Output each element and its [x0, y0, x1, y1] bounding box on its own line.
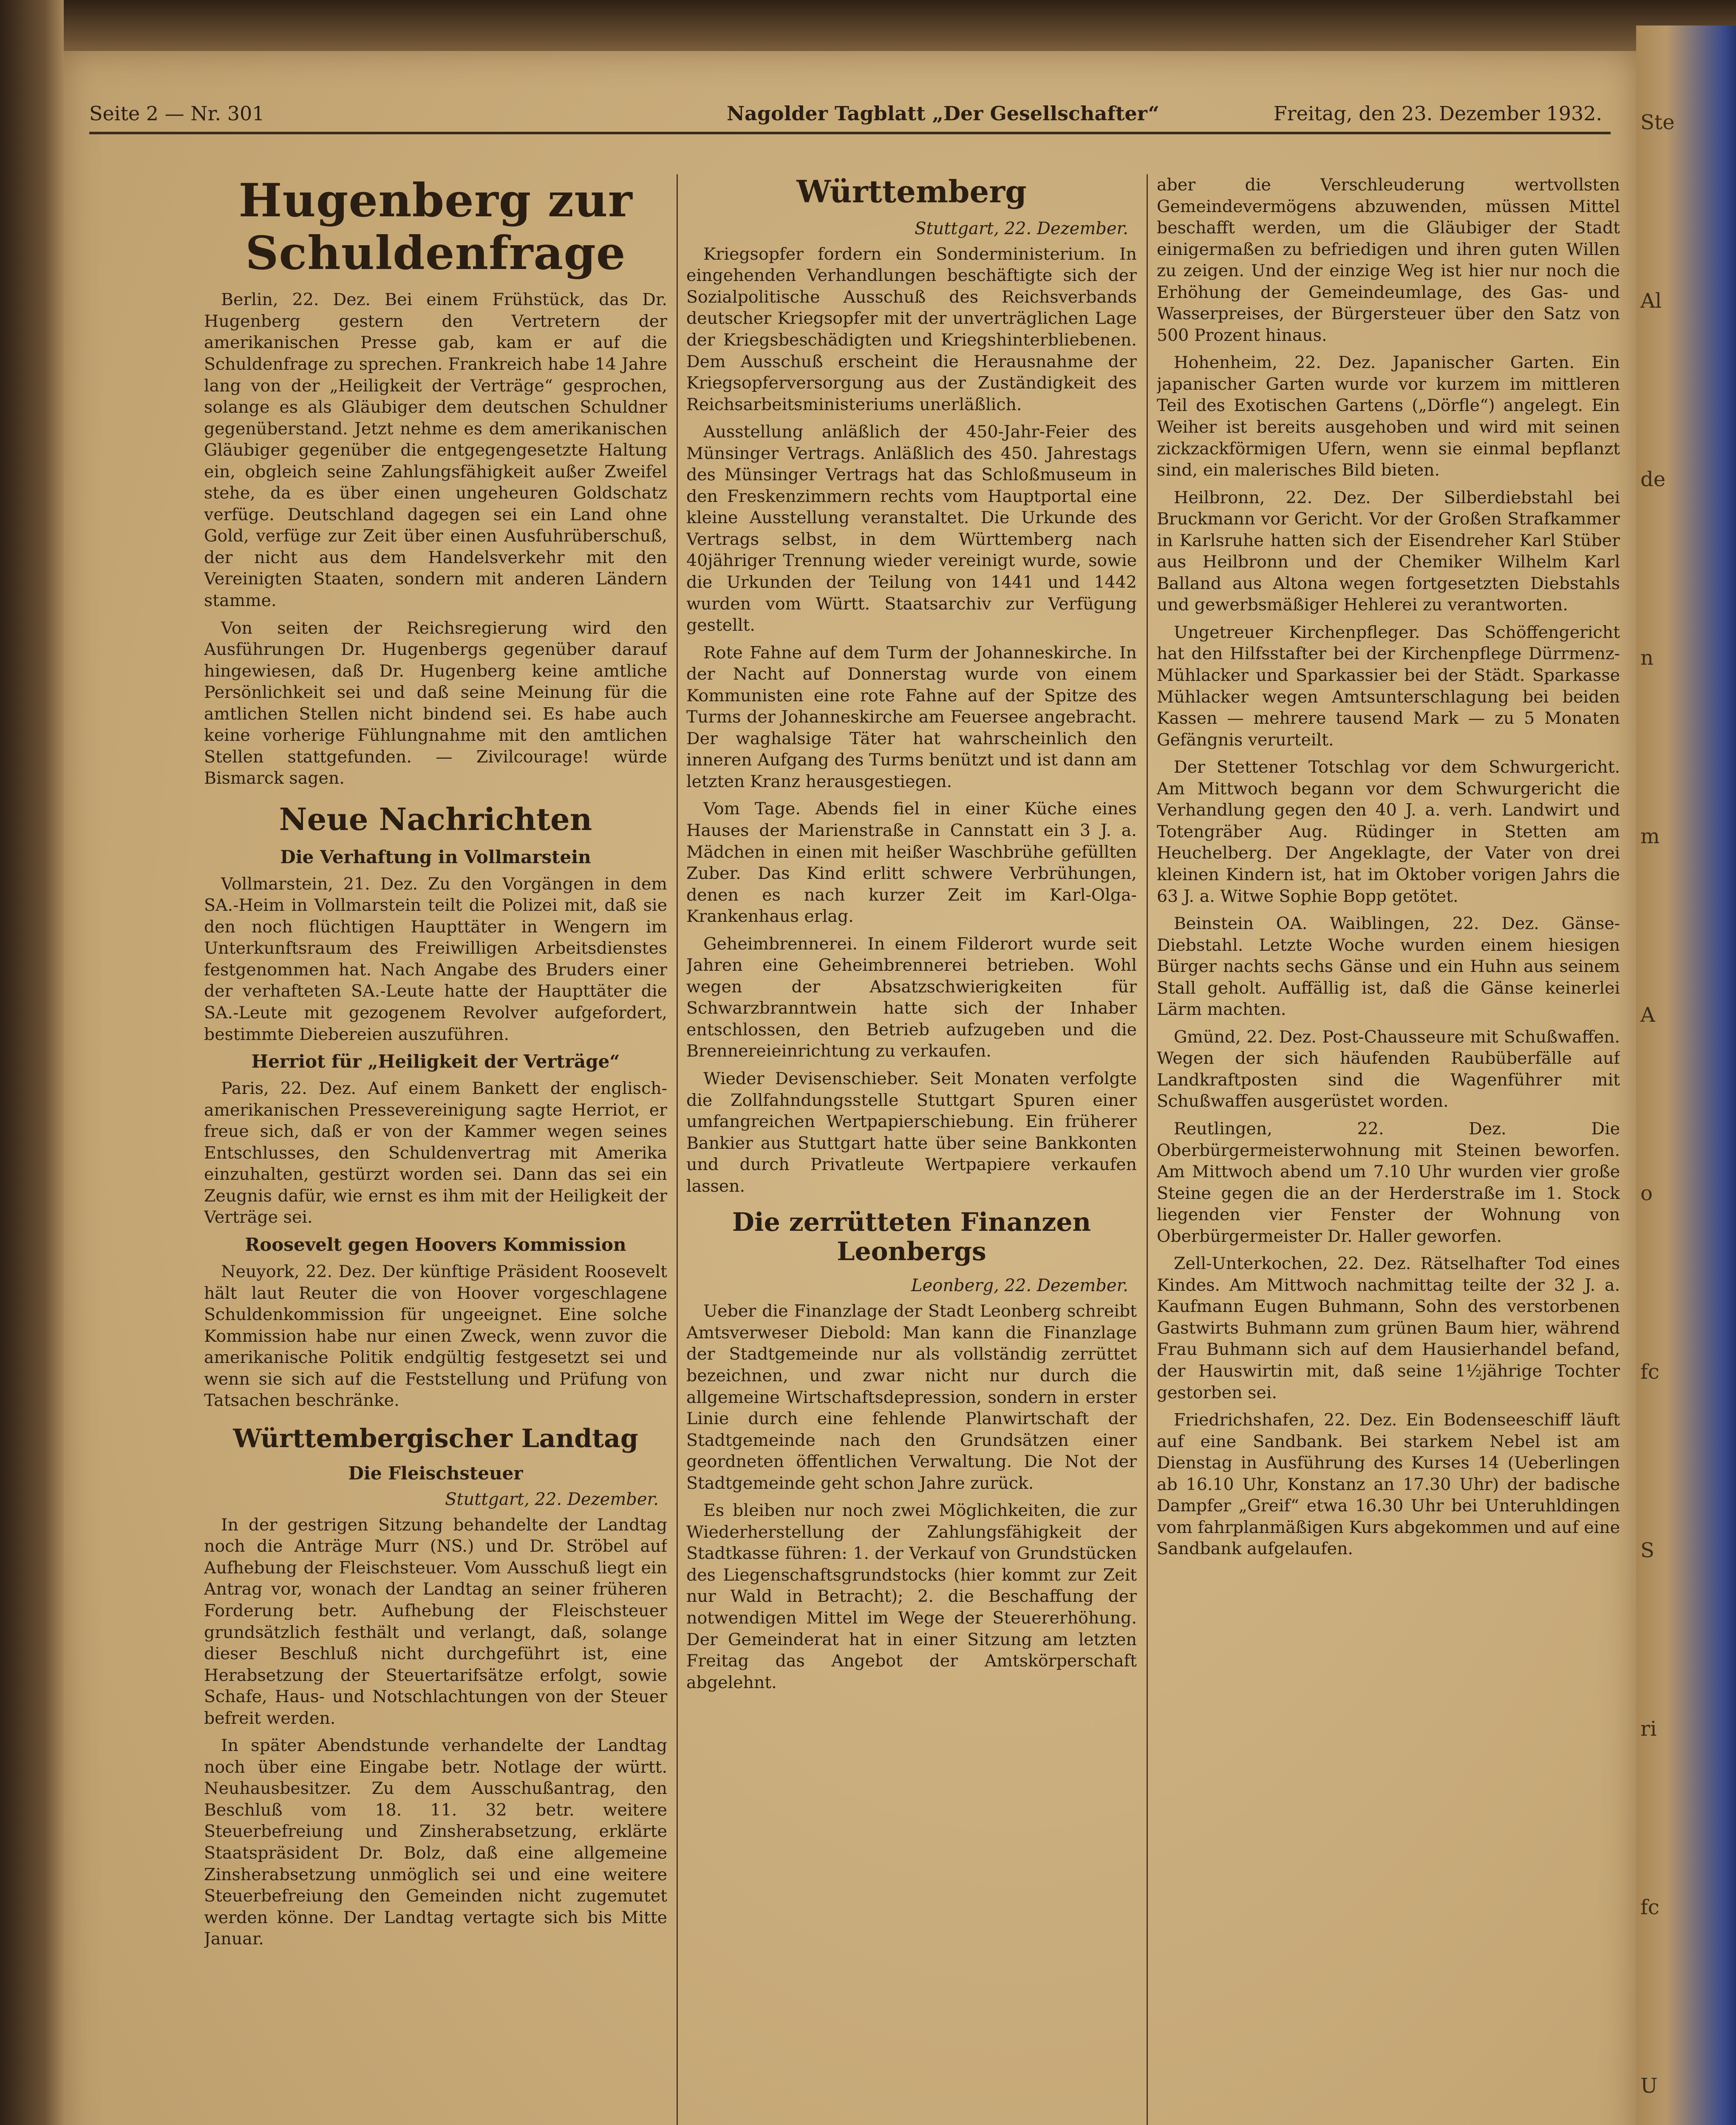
headline-wuerttemberg: Württemberg [796, 174, 1027, 210]
column-3 [1157, 174, 1620, 2125]
issue-date: Freitag, den 23. Dezember 1932. [1273, 102, 1602, 125]
top-binding-edge [0, 0, 1736, 51]
column-divider [1147, 174, 1148, 2125]
edge-fragment: A [1640, 1003, 1655, 1027]
next-page-edge [1636, 26, 1736, 2125]
left-binding-edge [0, 0, 64, 2125]
dateline-stuttgart: Stuttgart, 22. Dezember. [445, 1489, 659, 1509]
edge-fragment: o [1640, 1182, 1653, 1205]
subhead-vollmarstein: Die Verhaftung in Vollmarstein [280, 846, 591, 867]
column-2 [686, 174, 1137, 2125]
dateline-stuttgart-2: Stuttgart, 22. Dezember. [915, 218, 1128, 238]
article-stetten: Der Stettener Totschlag vor dem Schwurgericht. Am Mittwoch begann vor dem Schwurgericht die Verhandlung gegen den 40 J. a. verh. Landwirt und Totengräber Aug. Rüdinger in Stetten am Heuchelberg. Der Angeklagte, der Vater von drei kleinen Kindern ist, hat im Oktober vorigen Jahrs die 63 J. a. Witwe Sophie Bopp getötet. [1157, 757, 1620, 906]
article-heilbronn: Heilbronn, 22. Dez. Der Silberdiebstahl bei Bruckmann vor Gericht. Vor der Großen Strafkammer in Karlsruhe hatten sich der Eisendreher Karl Stüber aus Heilbronn und der Chemiker Wilhelm Karl Balland aus Altona wegen fortgesetzten Diebstahls und gewerbsmäßiger Hehlerei zu verantworten. [1157, 487, 1620, 615]
article-devisenschieber: Wieder Devisenschieber. Seit Monaten verfolgte die Zollfahndungsstelle Stuttgart Spuren einer umfangreichen Wertpapierschiebung. Ein früherer Bankier aus Stuttgart hatte über seine Bankkonten und durch Privatleute Wertpapiere verkaufen lassen. [686, 1069, 1137, 1196]
article-hohenheim: Hohenheim, 22. Dez. Japanischer Garten. Ein japanischer Garten wurde vor kurzem im mittleren Teil des Exotischen Gartens („Dörfle“) angelegt. Ein Weiher ist bereits ausgehoben und wird mit seinen zickzackförmigen Ufern, wenn sie einmal bepflanzt sind, ein malerisches Bild bieten. [1157, 353, 1620, 480]
headline-landtag: Württembergischer Landtag [233, 1423, 638, 1454]
article-leonberg-2: Es bleiben nur noch zwei Möglichkeiten, die zur Wiederherstellung der Zahlungsfähigkeit der Stadtkasse führen: 1. der Verkauf von Grundstücken des Liegenschaftsgrundstocks (hier kommt zur Zeit nur Wald in Betracht); 2. die Beschaffung der notwendigen Mittel im Wege der Steuererhöhung. Der Gemeinderat hat in einer Sitzung am letzten Freitag das Angebot der Amtskörperschaft abgelehnt. [686, 1501, 1137, 1692]
edge-fragment: fc [1640, 1360, 1660, 1384]
article-fleischsteuer: In der gestrigen Sitzung behandelte der Landtag noch die Anträge Murr (NS.) und Dr. Ströbel auf Aufhebung der Fleischsteuer. Vom Ausschuß liegt ein Antrag vor, wonach der Landtag an seiner früheren Forderung betr. Aufhebung der Fleischsteuer grundsätzlich festhält und verlangt, daß, solange dieser Beschluß nicht durchgeführt ist, eine Herabsetzung der Steuertarifsätze erfolgt, sowie Schafe, Haus- und Notschlachtungen von der Steuer befreit werden. [204, 1515, 667, 1728]
article-vollmarstein: Vollmarstein, 21. Dez. Zu den Vorgängen in dem SA.-Heim in Vollmarstein teilt die Polizei mit, daß sie den noch flüchtigen Haupttäter in Wengern im Unterkunftsraum des Freiwilligen Arbeitsdienstes festgenommen hat. Nach Angabe des Bruders einer der verhafteten SA.-Leute hatte der Haupttäter die SA.-Leute mit gezogenem Revolver aufgefordert, bestimmte Diebereien auszuführen. [204, 874, 667, 1044]
edge-fragment: fc [1640, 1896, 1660, 1919]
article-kriegsopfer: Kriegsopfer fordern ein Sonderministerium. In eingehenden Verhandlungen beschäftigte sich der Sozialpolitische Ausschuß des Reichsverbands deutscher Kriegsopfer mit der unverträglichen Lage der Kriegsbeschädigten und Kriegshinterbliebenen. Dem Ausschuß erscheint die Herausnahme der Kriegsopferversorgung aus der Zuständigkeit des Reichsarbeitsministeriums unerläßlich. [686, 244, 1137, 414]
page-number: Seite 2 — Nr. 301 [89, 102, 265, 125]
article-hugenberg-reply: Von seiten der Reichsregierung wird den Ausführungen Dr. Hugenbergs gegenüber darauf hingewiesen, daß Dr. Hugenberg keine amtliche Persönlichkeit sei und daß seine Meinung für die amtlichen Stellen nicht bindend sei. Es habe auch keine vorherige Fühlungnahme mit den amtlichen Stellen stattgefunden. — Zivilcourage! würde Bismarck sagen. [204, 618, 667, 788]
article-reutlingen: Reutlingen, 22. Dez. Die Oberbürgermeisterwohnung mit Steinen beworfen. Am Mittwoch abend um 7.10 Uhr wurden vier große Steine gegen die an der Herderstraße im 1. Stock liegenden vier Fenster der Wohnung von Oberbürgermeister Dr. Haller geworfen. [1157, 1119, 1620, 1246]
edge-fragment: ri [1640, 1717, 1657, 1741]
article-leonberg-1: Ueber die Finanzlage der Stadt Leonberg schreibt Amtsverweser Diebold: Man kann die Finanzlage der Stadtgemeinde nur als vollständig zerrüttet bezeichnen, und zwar nicht nur durch die allgemeine Wirtschaftsdepression, sondern in erster Linie durch eine fehlende Planwirtschaft der Stadtgemeinde nach den Grundsätzen einer geordneten öffentlichen Verwaltung. Die Not der Stadtgemeinde geht schon Jahre zurück. [686, 1301, 1137, 1493]
newspaper-page [64, 51, 1636, 2125]
masthead-rule [89, 132, 1611, 134]
article-friedrichshafen: Friedrichshafen, 22. Dez. Ein Bodenseeschiff läuft auf eine Sandbank. Bei starkem Nebel ist am Dienstag in Ausführung des Kurses 14 (Ueberlingen ab 16.10 Uhr, Konstanz an 17.30 Uhr) der badische Dampfer „Greif“ etwa 16.30 Uhr bei Unteruhldingen vom fahrplanmäßigen Kurs abgekommen und auf eine Sandbank aufgelaufen. [1157, 1410, 1620, 1559]
headline-neue-nachrichten: Neue Nachrichten [279, 801, 592, 837]
article-leonberg-continued: aber die Verschleuderung wertvollsten Gemeindevermögens abzuwenden, müssen Mittel beschafft werden, um die Gläubiger der Stadt einigermaßen zu befriedigen und ihren guten Willen zu zeigen. Und der einzige Weg ist hier nur noch die Erhöhung der Gemeindeumlage, des Gas- und Wasserpreises, der Bürgersteuer über den Satz von 500 Prozent hinaus. [1157, 175, 1620, 345]
article-beinstein: Beinstein OA. Waiblingen, 22. Dez. Gänse-Diebstahl. Letzte Woche wurden einem hiesigen Bürger nachts sechs Gänse und ein Huhn aus seinem Stall geholt. Auffällig ist, daß die Gänse keinerlei Lärm machten. [1157, 914, 1620, 1020]
subhead-fleischsteuer: Die Fleischsteuer [348, 1462, 523, 1484]
subhead-roosevelt: Roosevelt gegen Hoovers Kommission [245, 1234, 626, 1255]
article-muensinger-vertrag: Ausstellung anläßlich der 450-Jahr-Feier des Münsinger Vertrags. Anläßlich des 450. Jahrestags des Münsinger Vertrags hat das Schloßmuseum in den Freskenzimmern rechts vom Hauptportal eine kleine Ausstellung veranstaltet. Die Urkunde des Vertrags selbst, in dem Württemberg nach 40jähriger Trennung wieder vereinigt wurde, sowie die Urkunden der Teilung von 1441 und 1442 wurden vom Württ. Staatsarchiv zur Verfügung gestellt. [686, 422, 1137, 635]
article-vom-tage: Vom Tage. Abends fiel in einer Küche eines Hauses der Marienstraße in Cannstatt ein 3 J. a. Mädchen in einen mit heißer Waschbrühe gefüllten Zuber. Das Kind erlitt schwere Verbrühungen, denen es nach kurzer Zeit im Karl-Olga-Krankenhaus erlag. [686, 799, 1137, 926]
edge-fragment: de [1640, 468, 1666, 491]
edge-fragment: U [1640, 2074, 1658, 2098]
column-divider [677, 174, 678, 2125]
column-1 [204, 174, 667, 2125]
article-rote-fahne: Rote Fahne auf dem Turm der Johanneskirche. In der Nacht auf Donnerstag wurde von einem Kommunisten eine rote Fahne auf der Spitze des Turms der Johanneskirche am Feuersee angebracht. Der waghalsige Täter hat wahrscheinlich den inneren Aufgang des Turms benützt und ist dann am letzten Kranz herausgestiegen. [686, 643, 1137, 791]
article-gmuend: Gmünd, 22. Dez. Post-Chausseure mit Schußwaffen. Wegen der sich häufenden Raubüberfälle auf Landkraftposten sind die Wagenführer mit Schußwaffen ausgerüstet worden. [1157, 1027, 1620, 1111]
article-roosevelt: Neuyork, 22. Dez. Der künftige Präsident Roosevelt hält laut Reuter die von Hoover vorgeschlagene Schuldenkommission für ungeeignet. Eine solche Kommission habe nur einen Zweck, wenn zuvor die amerikanische Politik endgültig festgesetzt sei und wenn sie sich auf die Feststellung und Prüfung von Tatsachen beschränke. [204, 1261, 667, 1411]
article-neuhausbesitzer: In später Abendstunde verhandelte der Landtag noch über eine Eingabe betr. Notlage der württ. Neuhausbesitzer. Zu dem Ausschußantrag, den Beschluß vom 18. 11. 32 betr. weitere Steuerbefreiung und Zinsherabsetzung, erklärte Staatspräsident Dr. Bolz, daß eine allgemeine Zinsherabsetzung unmöglich sei und eine weitere Steuerbefreiung den Gemeinden nicht zugemutet werden könne. Der Landtag vertagte sich bis Mitte Januar. [204, 1736, 667, 1949]
edge-fragment: n [1640, 646, 1654, 670]
article-herriot: Paris, 22. Dez. Auf einem Bankett der englisch-amerikanischen Pressevereinigung sagte Herriot, er freue sich, daß er von der Kammer wegen seines Entschlusses, den Schuldenvertrag mit Amerika einzuhalten, gestürzt worden sei. Dann das sei ein Zeugnis dafür, wie ernst es ihm mit der Heiligkeit der Verträge sei. [204, 1079, 667, 1227]
dateline-leonberg: Leonberg, 22. Dezember. [911, 1276, 1128, 1296]
subhead-herriot: Herriot für „Heiligkeit der Verträge“ [251, 1051, 620, 1072]
edge-fragment: Al [1640, 289, 1662, 313]
newspaper-title: Nagolder Tagblatt „Der Gesellschafter“ [727, 102, 1159, 125]
article-zell: Zell-Unterkochen, 22. Dez. Rätselhafter Tod eines Kindes. Am Mittwoch nachmittag teilte der 32 J. a. Kaufmann Eugen Buhmann, Sohn des verstorbenen Gastwirts Buhmann zum grünen Baum hier, während Frau Buhmann sich auf dem Hausierhandel befand, der Hauswirtin mit, daß seine 1½jährige Tochter gestorben sei. [1157, 1254, 1620, 1402]
edge-fragment: S [1640, 1538, 1654, 1562]
article-hugenberg-lead: Berlin, 22. Dez. Bei einem Frühstück, das Dr. Hugenberg gestern den Vertretern der amerikanischen Presse gab, kam er auf die Schuldenfrage zu sprechen. Frankreich habe 14 Jahre lang von der „Heiligkeit der Verträge“ gesprochen, solange es als Gläubiger dem deutschen Schuldner gegenüberstand. Jetzt nehme es dem amerikanischen Gläubiger gegenüber die entgegengesetzte Haltung ein, obgleich seine Zahlungsfähigkeit außer Zweifel stehe, da es über einen ungeheuren Goldschatz verfüge. Deutschland dagegen sei ein Land ohne Gold, verfüge zur Zeit über einen Ausfuhrüberschuß, der nicht aus dem Handelsverkehr mit den Vereinigten Staaten, sondern mit anderen Ländern stamme. [204, 290, 667, 611]
headline-leonberg: Die zerrütteten Finanzen Leonbergs [732, 1207, 1091, 1267]
edge-fragment: m [1640, 824, 1660, 848]
headline-hugenberg: Hugenberg zur Schuldenfrage [238, 174, 633, 280]
edge-fragment: Ste [1640, 110, 1675, 134]
article-kirchenpfleger: Ungetreuer Kirchenpfleger. Das Schöffengericht hat den Hilfsstafter bei der Kirchenpflege Dürrmenz-Mühlacker und Sparkassier bei der Städt. Sparkasse Mühlacker wegen Amtsunterschlagung bei beiden Kassen — mehrere tausend Mark — zu 5 Monaten Gefängnis verurteilt. [1157, 622, 1620, 750]
article-geheimbrennerei: Geheimbrennerei. In einem Filderort wurde seit Jahren eine Geheimbrennerei betrieben. Wohl wegen der Absatzschwierigkeiten für Schwarzbranntwein hatte sich der Inhaber entschlossen, den Betrieb aufzugeben und die Brennereieinrichtung zu verkaufen. [686, 934, 1137, 1061]
